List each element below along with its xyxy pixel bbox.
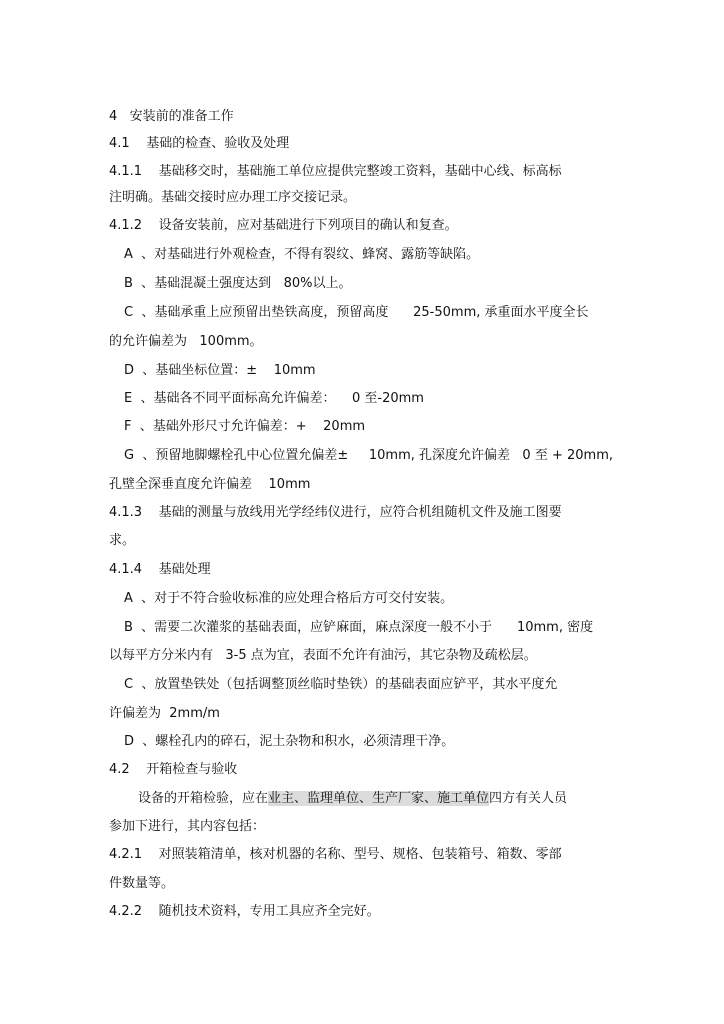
para-4-1-4: 4.1.4 基础处理 bbox=[109, 562, 211, 577]
treat-item-b-cont: 以每平方分米内有 3-5 点为宜，表面不允许有油污，其它杂物及疏松层。 bbox=[109, 648, 537, 663]
list-item-d: D 、基础坐标位置：± 10mm bbox=[124, 363, 316, 378]
para-4-1-2: 4.1.2 设备安装前，应对基础进行下列项目的确认和复查。 bbox=[109, 218, 458, 233]
treat-item-d: D 、螺栓孔内的碎石，泥土杂物和积水，必须清理干净。 bbox=[124, 734, 455, 749]
para-4-1-1-cont: 注明确。基础交接时应办理工序交接记录。 bbox=[109, 190, 357, 205]
list-item-g-cont: 孔壁全深垂直度允许偏差 10mm bbox=[109, 477, 311, 492]
para-4-2-cont: 参加下进行，其内容包括： bbox=[109, 819, 266, 834]
treat-item-c: C 、放置垫铁处（包括调整顶丝临时垫铁）的基础表面应铲平，其水平度允 bbox=[124, 677, 558, 692]
section-heading-4-2: 4.2 开箱检查与验收 bbox=[109, 762, 238, 777]
para-4-2-1: 4.2.1 对照装箱清单，核对机器的名称、型号、规格、包装箱号、箱数、零部 bbox=[109, 847, 562, 862]
list-item-f: F 、基础外形尺寸允许偏差：+ 20mm bbox=[124, 419, 366, 434]
highlighted-text: 业主、监理单位、生产厂家、施工单位 bbox=[268, 791, 490, 806]
treat-item-b: B 、需要二次灌浆的基础表面，应铲麻面，麻点深度一般不小于 10mm, 密度 bbox=[124, 620, 594, 635]
para-4-2-2: 4.2.2 随机技术资料，专用工具应齐全完好。 bbox=[109, 904, 380, 919]
para-4-2-1-cont: 件数量等。 bbox=[109, 876, 175, 891]
list-item-c: C 、基础承重上应预留出垫铁高度，预留高度 25-50mm, 承重面水平度全长 bbox=[124, 305, 589, 320]
list-item-a: A 、对基础进行外观检查，不得有裂纹、蜂窝、露筋等缺陷。 bbox=[124, 247, 480, 262]
list-item-c-cont: 的允许偏差为 100mm。 bbox=[109, 334, 263, 349]
list-item-b: B 、基础混凝土强度达到 80%以上。 bbox=[124, 276, 352, 291]
para-4-2-start: 设备的开箱检验，应在 bbox=[138, 791, 269, 806]
para-4-2 bbox=[138, 791, 567, 807]
para-4-2-end: 四方有关人员 bbox=[489, 791, 568, 806]
para-4-1-3: 4.1.3 基础的测量与放线用光学经纬仪进行，应符合机组随机文件及施工图要 bbox=[109, 505, 562, 520]
para-4-1-1: 4.1.1 基础移交时，基础施工单位应提供完整竣工资料，基础中心线、标高标 bbox=[109, 164, 562, 179]
list-item-g: G 、预留地脚螺栓孔中心位置允偏差± 10mm, 孔深度允许偏差 0 至 + 20mm, bbox=[124, 448, 613, 463]
section-heading-4: 4 安装前的准备工作 bbox=[109, 109, 234, 124]
treat-item-a: A 、对于不符合验收标准的应处理合格后方可交付安装。 bbox=[124, 591, 454, 606]
section-heading-4-1: 4.1 基础的检查、验收及处理 bbox=[109, 136, 290, 151]
para-4-1-3-cont: 求。 bbox=[109, 533, 136, 548]
list-item-e: E 、基础各不同平面标高允许偏差： 0 至-20mm bbox=[124, 391, 424, 406]
treat-item-c-cont: 许偏差为 2mm/m bbox=[109, 706, 220, 721]
